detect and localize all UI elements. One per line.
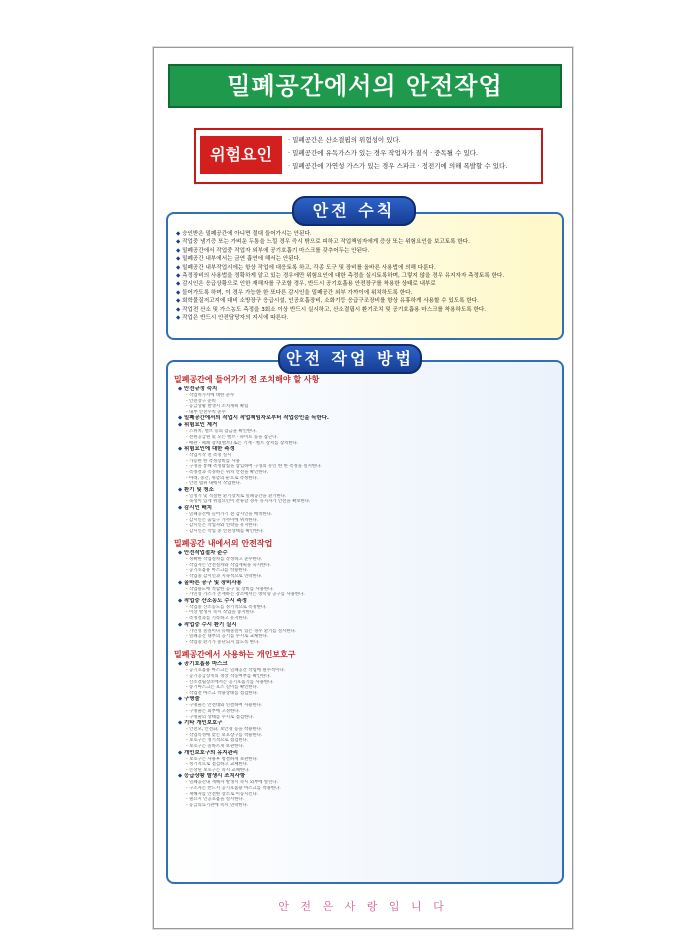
safety-rule-item: ◆ 작업전 산소 및 가스농도 측정을 3회소 이상 반드시 실시하고, 산소결핍시 환기조치 및 공기호흡용 마스크를 착용하도록 한다. bbox=[176, 306, 556, 314]
method-group-item: - 밀폐공간에 들어가기 전 감시인을 배치한다. bbox=[186, 512, 556, 518]
method-section-title: 밀폐공간 내에서의 안전작업 bbox=[174, 539, 273, 549]
method-group-item: - 독성이 있게 위험요인이 잔류할 경우 유지자가 안전을 확보한다. bbox=[186, 499, 556, 505]
method-group-title: ◆ 기타 개인보호구 bbox=[178, 720, 556, 727]
method-group-item: - 송기마스크는 호스 길이를 확인한다. bbox=[186, 685, 556, 691]
safety-rules-list bbox=[176, 230, 556, 322]
method-group-title: ◆ 올바른 공구 및 장비사용 bbox=[178, 580, 556, 587]
method-group-item: - 아래, 중간, 위층의 순으로 측정한다. bbox=[186, 476, 556, 482]
method-group-item: - 구명줄의 상태를 수시로 점검한다. bbox=[186, 715, 556, 721]
method-group-title: ◆ 감시인 배치 bbox=[178, 505, 556, 512]
method-group bbox=[178, 750, 556, 774]
method-group-item: - 작업특성에 맞는 보호장구를 착용한다. bbox=[186, 733, 556, 739]
method-group bbox=[178, 696, 556, 720]
method-section-title: 밀폐공간에서 사용하는 개인보호구 bbox=[174, 650, 296, 660]
method-group-item: - 재해자를 안전한 장소로 이동시킨다. bbox=[186, 792, 556, 798]
method-group-item: - 작업허가서에 대한 준수 bbox=[186, 393, 556, 399]
safety-rule-item: ◆ 승인받은 밀폐공간에 아니면 절대 들어가시는 안된다. bbox=[176, 230, 556, 238]
method-group-title: ◆ 안전규정 숙지 bbox=[178, 386, 556, 393]
method-group-item: - 이상 발생시 즉시 작업을 중지한다. bbox=[186, 610, 556, 616]
safety-poster bbox=[153, 47, 573, 929]
method-group bbox=[178, 550, 556, 579]
method-group-item: - 작업전 마스크 착용상태를 점검한다. bbox=[186, 691, 556, 697]
method-group-title: ◆ 위험요인 제거 bbox=[178, 422, 556, 429]
method-group-title: ◆ 구명줄 bbox=[178, 696, 556, 703]
method-group-title: ◆ 공기호흡용 마스크 bbox=[178, 661, 556, 668]
method-group-title: ◆ 위험요인에 대한 측정 bbox=[178, 446, 556, 453]
method-group bbox=[178, 386, 556, 415]
method-group-item: - 측정결과를 기록하고 유지한다. bbox=[186, 616, 556, 622]
method-group-item: - 작업시작 전 측정 실시 bbox=[186, 453, 556, 459]
method-group bbox=[178, 446, 556, 487]
method-group-item: - 일정기 및 적절한 환기장치로 밀폐공간을 환기한다. bbox=[186, 494, 556, 500]
method-group-item: - 감시인은 작업 중 안전상태를 확인한다. bbox=[186, 529, 556, 535]
method-group-item: - 스위치, 밸브 등의 잠금을 확인한다. bbox=[186, 429, 556, 435]
method-group-item: - 손상된 보호구는 즉시 교체한다. bbox=[186, 768, 556, 774]
method-group-item: - 필요시 인공호흡을 실시한다. bbox=[186, 797, 556, 803]
method-group-item: - 보호구는 정기적으로 점검한다. bbox=[186, 738, 556, 744]
method-group-item: - 구명줄은 안전대와 연결하여 사용한다. bbox=[186, 703, 556, 709]
safety-rule-item: ◆ 밀폐공간 내부에서는 금연 흡연에 해서는 안된다. bbox=[176, 255, 556, 263]
risk-item: · 밀폐공간에 유독가스가 있는 경우 작업자가 질식 · 중독될 수 있다. bbox=[288, 149, 479, 157]
safety-rule-item: ◆ 감시인은 응급상황으로 인한 재해자를 구조할 경우, 반드시 공기호흡용 안전장구를 착용한 상태로 내부로 bbox=[176, 280, 556, 288]
method-group-title: ◆ 안전작업절차 준수 bbox=[178, 550, 556, 557]
safety-rule-item: ◆ 측정장비의 사용법을 정확하게 알고 있는 경우에만 위험요인에 대한 측정을 실시토록하며, 그렇지 않을 경우 유지자자 측정토록 한다. bbox=[176, 272, 556, 280]
risk-list bbox=[288, 134, 538, 173]
risk-box bbox=[194, 128, 543, 184]
method-group-item: - 응급상황 발생시 조치계획 확립 bbox=[186, 404, 556, 410]
method-group bbox=[178, 661, 556, 696]
work-method-heading: 안전 작업 방법 bbox=[278, 344, 422, 374]
risk-item: · 밀폐공간은 산소결핍의 위험성이 있다. bbox=[288, 136, 401, 144]
method-group-item: - 정확한 작업절차를 작성하고 준수한다. bbox=[186, 557, 556, 563]
safety-rules-heading: 안전 수칙 bbox=[292, 196, 416, 226]
method-group-item: - 구명줄은 외부에 고정한다. bbox=[186, 709, 556, 715]
method-group-item: - 정기적으로 점검하고 교체한다. bbox=[186, 762, 556, 768]
method-group-item: - 구조자는 반드시 공기호흡용 마스크를 착용한다. bbox=[186, 786, 556, 792]
method-group-item: - 작업중 산소농도를 정기적으로 측정한다. bbox=[186, 605, 556, 611]
method-section-title: 밀폐공간에 들어가기 전 조치해야 할 사항 bbox=[174, 375, 320, 384]
method-group-title: ◆ 응급상황 발생시 조치사항 bbox=[178, 773, 556, 780]
method-group-item: - 안전모, 안전화, 보안경 등을 착용한다. bbox=[186, 727, 556, 733]
method-group-item: - 가연성 가스가 존재하는 장소에서는 방폭형 공구를 사용한다. bbox=[186, 592, 556, 598]
method-group-item: - 산소결핍장소에서는 공기호흡기를 사용한다. bbox=[186, 680, 556, 686]
risk-item: · 밀폐공간에 가연성 가스가 있는 경우 스파크 · 정전기에 의해 폭발할 수 있다. bbox=[288, 162, 508, 170]
method-group-item: - 감시인은 출입구 가까이에 위치한다. bbox=[186, 518, 556, 524]
method-group-title: ◆ 작업중 수시 환기 실시 bbox=[178, 622, 556, 629]
safety-rule-item: ◆ 들어가도록 하며, 이 경우 가능한 한 또다른 감시인을 밀폐공간 외부 가까이에 위치하도록 한다. bbox=[176, 289, 556, 297]
method-group-item: - 작업자는 안전절차와 작업계획을 숙지한다. bbox=[186, 563, 556, 569]
method-group-item: - 작업용도에 적합한 공구 및 장비를 사용한다. bbox=[186, 587, 556, 593]
method-group-item: - 내부 안전수칙 준수 bbox=[186, 410, 556, 416]
method-group-item: - 응급의료기관에 즉시 연락한다. bbox=[186, 803, 556, 809]
method-group bbox=[178, 622, 556, 646]
method-group-item: - 안전장구 준비 bbox=[186, 399, 556, 405]
method-group-item: - 측정결과 측정하는 위치 안전을 확인한다. bbox=[186, 470, 556, 476]
method-group bbox=[178, 505, 556, 534]
method-group-item: - 밀폐공간내 재해자 발생시 즉시 외부에 알린다. bbox=[186, 780, 556, 786]
method-group-item: - 구경을 통해 측정탐침을 삽입하여 구경의 유인 한 한 측정을 실시한다. bbox=[186, 464, 556, 470]
method-group-item: - 감시인은 작업자와 연락을 유지한다. bbox=[186, 523, 556, 529]
method-group-item: - 공기호흡용 마스크는 밀폐공간 작업에 필수적이다. bbox=[186, 668, 556, 674]
method-group-item: - 가연성 물질이나 유해물질이 있는 경우 환기를 실시한다. bbox=[186, 629, 556, 635]
method-group-item: - 작업중 감시인과 지속적으로 연락한다. bbox=[186, 574, 556, 580]
method-group-title: ◆ 작업중 산소농도 수시 측정 bbox=[178, 598, 556, 605]
method-group-item: - 배관 · 폐쇄 장치(밸브) 또는 기계 · 벨트 장치를 장치한다. bbox=[186, 441, 556, 447]
method-group bbox=[178, 487, 556, 505]
safety-rule-item: ◆ 밀폐공간 내부작업시에는 항상 작업에 대응토록 하고, 각종 도구 및 장비를 올바른 사용법에 의해 다룬다. bbox=[176, 264, 556, 272]
method-group bbox=[178, 415, 556, 422]
safety-rule-item: ◆ 회학물질저고지에 대비 소방장구 응급시설, 인공호흡장비, 소화기등 응급구조장비를 항상 유휴하게 사용할 수 있도록 한다. bbox=[176, 297, 556, 305]
safety-rules-box bbox=[166, 212, 564, 340]
method-group bbox=[178, 720, 556, 749]
method-group-item: - 전원공급원 및 모든 밸브 · 파이프 등을 잠근다. bbox=[186, 435, 556, 441]
work-method-box bbox=[166, 360, 564, 884]
method-group-item: - 가능한 한 측정장비를 사용 bbox=[186, 459, 556, 465]
method-group-item: - 보호구는 올바르게 보관한다. bbox=[186, 744, 556, 750]
method-group bbox=[178, 773, 556, 808]
method-group-item: - 공기공급장치의 정상 작동여부를 확인한다. bbox=[186, 674, 556, 680]
method-group bbox=[178, 580, 556, 598]
poster-title: 밀폐공간에서의 안전작업 bbox=[168, 64, 562, 108]
safety-rule-item: ◆ 작업중 냄기증 또는 가벼운 두통을 느낄 경우 즉시 밖으로 피하고 작업책임자에게 증상 또는 위험요인을 보고토록 한다. bbox=[176, 238, 556, 246]
method-group-title: ◆ 환기 및 청소 bbox=[178, 487, 556, 494]
work-method-content bbox=[174, 370, 556, 808]
safety-rule-item: ◆ 밀폐공간에서 작업중 작업자 외부에 공기호흡기 마스크를 갖추어두는 안된다. bbox=[176, 247, 556, 255]
risk-label: 위험요인 bbox=[200, 136, 282, 174]
method-group-item: - 밀폐공간 내부의 공기를 수시로 교체한다. bbox=[186, 634, 556, 640]
method-group bbox=[178, 598, 556, 622]
method-group-item: - 보호구는 사용후 청결하게 보관한다. bbox=[186, 757, 556, 763]
method-group bbox=[178, 422, 556, 446]
method-group-item: - 공기호흡용 마스크를 착용한다. bbox=[186, 568, 556, 574]
footer-slogan: 안 전 은 사 랑 입 니 다 bbox=[278, 900, 448, 913]
method-group-title: ◆ 밀폐공간에서의 작업시 작업책임자로부터 작업승인을 득한다. bbox=[178, 415, 556, 422]
method-group-item: - 안전 범위 내에서 작업한다. bbox=[186, 481, 556, 487]
safety-rule-item: ◆ 작업은 반드시 안전담당자의 지시에 따른다. bbox=[176, 314, 556, 322]
method-group-title: ◆ 개인보호구의 유지관리 bbox=[178, 750, 556, 757]
method-group-item: - 작업중 환기가 중단되지 않도록 한다. bbox=[186, 640, 556, 646]
